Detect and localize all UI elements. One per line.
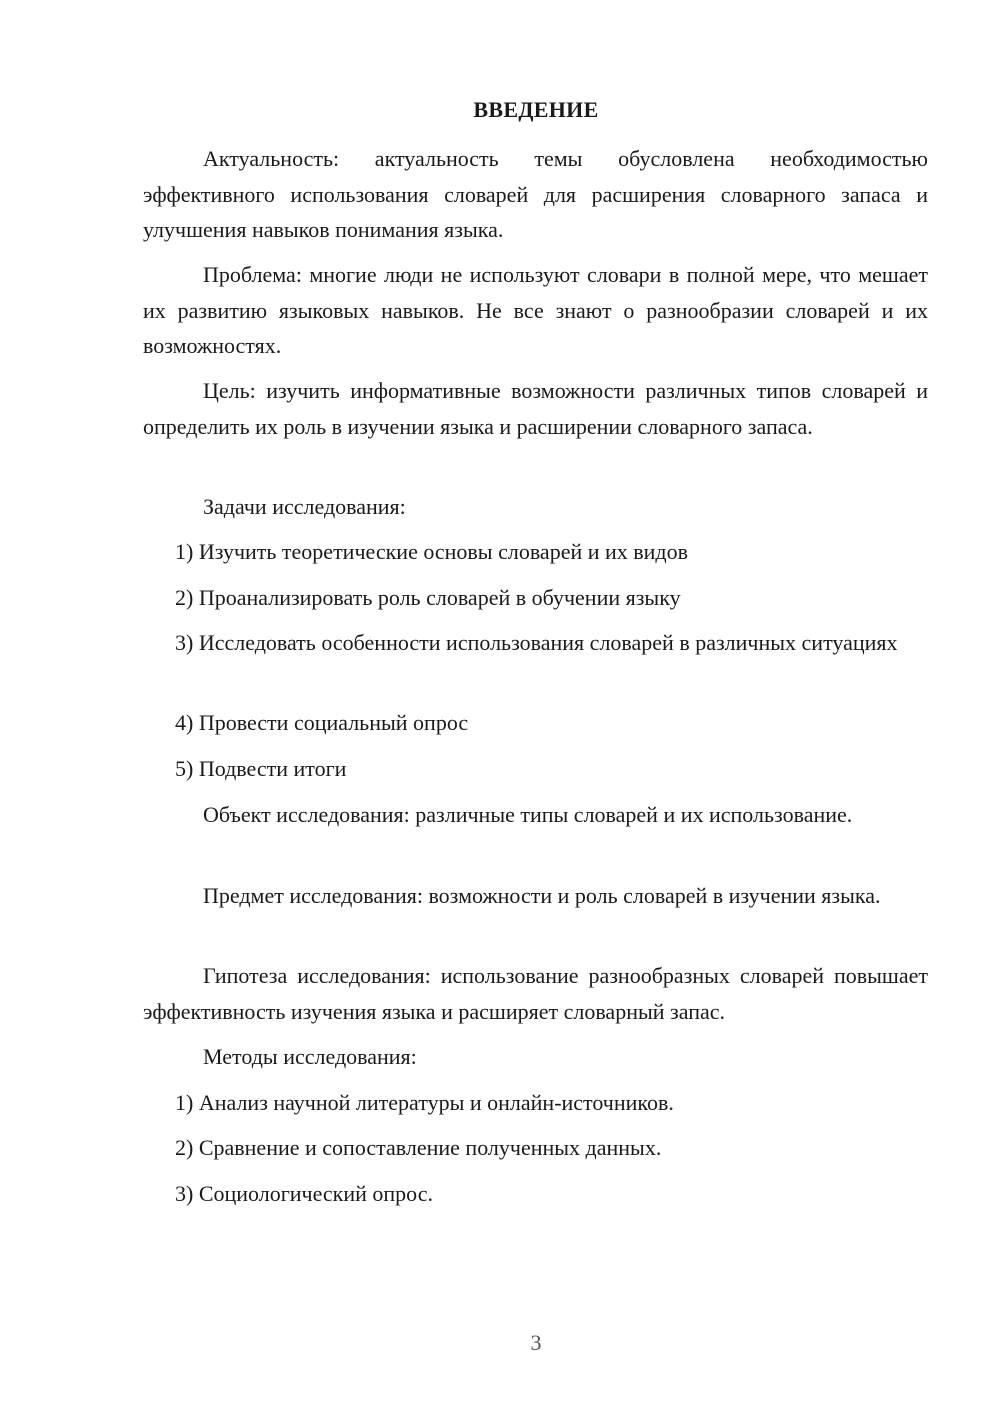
object-paragraph: Объект исследования: различные типы словарей и их использование. [203,802,853,827]
task-item-3: 3) Исследовать особенности использования словарей в различных ситуациях [175,630,898,655]
task-item-4: 4) Провести социальный опрос [175,710,469,735]
goal-paragraph: Цель: изучить информативные возможности различных типов словарей и определить их роль в изучении языка и расширении словарного запаса. [143,378,928,439]
problem-paragraph: Проблема: многие люди не используют словари в полной мере, что мешает их развитию языковых навыков. Не все знают о разнообразии словарей и их возможностях. [143,262,928,358]
methods-heading: Методы исследования: [203,1044,417,1069]
method-item-3: 3) Социологический опрос. [175,1181,433,1206]
task-item-2: 2) Проанализировать роль словарей в обучении языку [175,585,681,610]
relevance-paragraph: Актуальность: актуальность темы обусловлена необходимостью эффективного использования словарей для расширения словарного запаса и улучшения навыков понимания языка. [143,146,928,242]
task-item-1: 1) Изучить теоретические основы словарей и их видов [175,539,689,564]
task-item-5: 5) Подвести итоги [175,756,347,781]
method-item-2: 2) Сравнение и сопоставление полученных данных. [175,1135,662,1160]
section-heading: ВВЕДЕНИЕ [473,97,599,122]
method-item-1: 1) Анализ научной литературы и онлайн-источников. [175,1090,674,1115]
tasks-heading: Задачи исследования: [203,494,406,519]
page-number: 3 [530,1330,542,1355]
hypothesis-paragraph: Гипотеза исследования: использование разнообразных словарей повышает эффективность изучения языка и расширяет словарный запас. [143,963,928,1024]
subject-paragraph: Предмет исследования: возможности и роль словарей в изучении языка. [203,883,881,908]
